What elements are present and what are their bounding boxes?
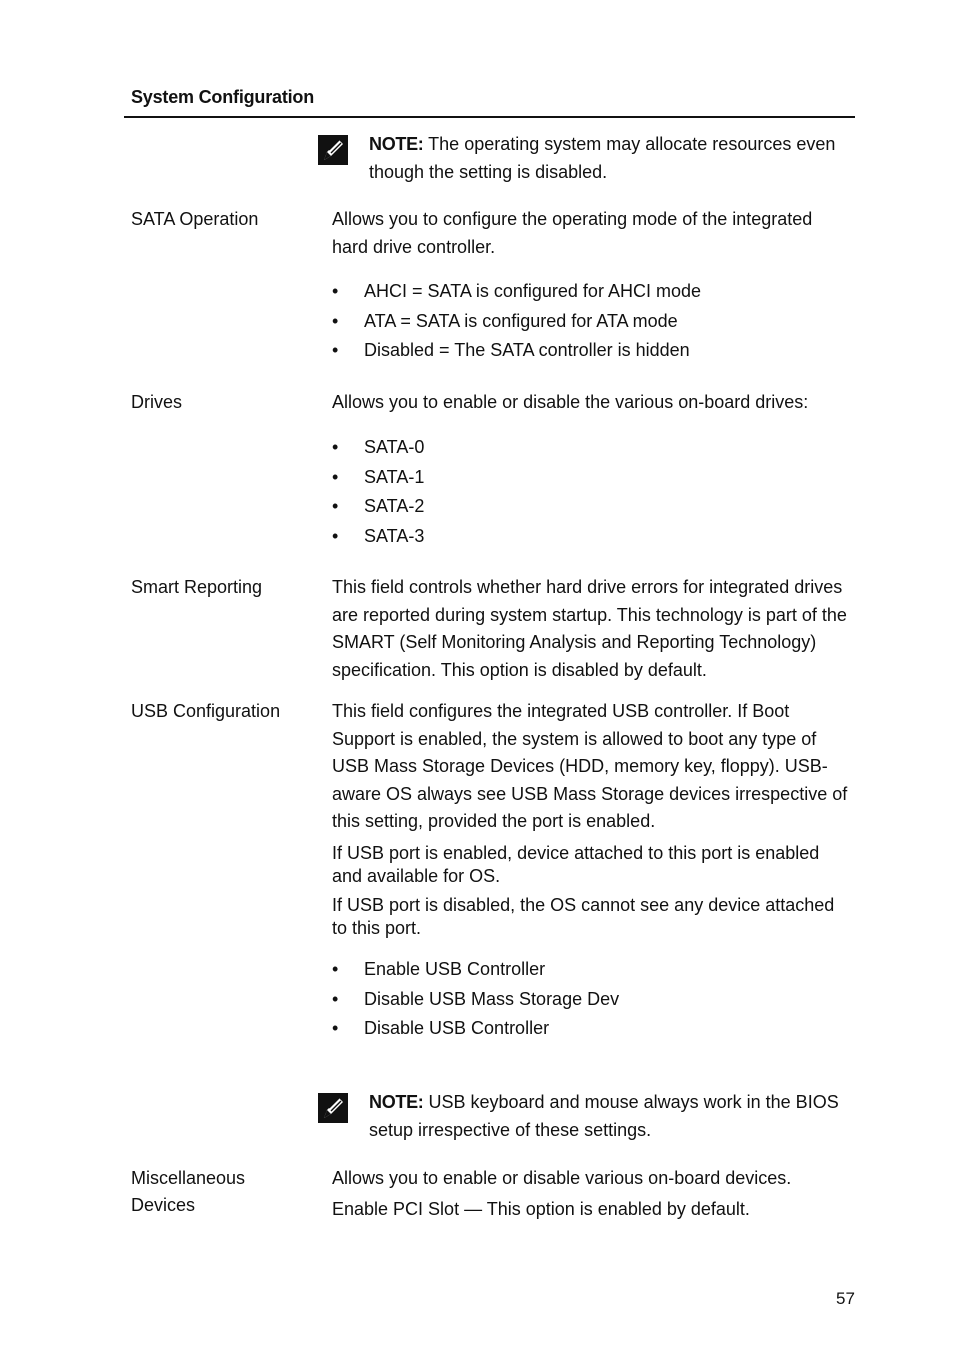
list-item-text: SATA-0 <box>364 437 425 457</box>
miscellaneous-devices-description <box>332 1165 852 1223</box>
pencil-note-icon <box>318 135 348 165</box>
list-item-text: AHCI = SATA is configured for AHCI mode <box>364 281 701 301</box>
miscellaneous-devices-text: Allows you to enable or disable various on-board devices. <box>332 1168 792 1188</box>
bullet: • <box>332 437 339 457</box>
sata-operation-label: SATA Operation <box>131 209 259 229</box>
bullet: • <box>332 959 339 979</box>
bullet: • <box>332 1018 339 1039</box>
list-item-text: SATA-3 <box>364 526 425 547</box>
note-usb-keyboard <box>369 1089 855 1144</box>
list-item <box>332 1014 619 1044</box>
note-label: NOTE: <box>369 134 424 154</box>
list-item-text: Disable USB Mass Storage Dev <box>364 988 620 1009</box>
bullet: • <box>332 340 339 361</box>
sata-operation-text: Allows you to configure the operating mode of the integrated hard drive controller. <box>332 209 813 257</box>
usb-port-disabled-text: If USB port is disabled, the OS cannot see any device attached to this port. <box>332 894 835 938</box>
list-item <box>332 336 701 366</box>
list-item-text: Enable USB Controller <box>364 959 546 979</box>
list-item <box>332 955 619 985</box>
bullet: • <box>332 466 339 487</box>
list-item <box>332 277 701 307</box>
pci-slot-text: Enable PCI Slot — This option is enabled by default. <box>332 1198 750 1219</box>
usb-option-list <box>332 955 619 1044</box>
note-text: USB keyboard and mouse always work in the BIOS setup irrespective of these settings. <box>369 1092 839 1140</box>
note-text: The operating system may allocate resources even though the setting is disabled. <box>369 134 836 182</box>
usb-port-enabled-text: If USB port is enabled, device attached to this port is enabled and available for OS. <box>332 842 820 886</box>
list-item <box>332 433 424 463</box>
drives-description <box>332 389 852 417</box>
drives-list <box>332 433 424 552</box>
bullet: • <box>332 988 339 1009</box>
drives-text: Allows you to enable or disable the various on-board drives: <box>332 392 809 412</box>
usb-configuration-label: USB Configuration <box>131 701 281 721</box>
pencil-note-icon <box>318 1093 348 1123</box>
smart-reporting-text: This field controls whether hard drive errors for integrated drives are reported during system startup. This technology is part of the SMART (Self Monitoring Analysis and Reporting Technology) specification. This option is disabled by default. <box>332 577 847 680</box>
list-item-text: Disable USB Controller <box>364 1018 550 1039</box>
bullet: • <box>332 496 339 517</box>
list-item-text: SATA-1 <box>364 466 425 487</box>
page-header-title: System Configuration <box>131 87 315 107</box>
usb-configuration-description <box>332 698 852 940</box>
usb-configuration-text: This field configures the integrated USB controller. If Boot Support is enabled, the system is allowed to boot any type of USB Mass Storage Devices (HDD, memory key, floppy). USB-aware OS always see USB Mass Storage devices irrespective of this setting, provided the port is enabled. <box>332 701 848 831</box>
bullet: • <box>332 281 339 301</box>
sata-operation-description <box>332 206 852 261</box>
bullet: • <box>332 310 339 331</box>
sata-mode-list <box>332 277 701 366</box>
drives-label: Drives <box>131 392 183 412</box>
list-item <box>332 522 424 552</box>
list-item-text: ATA = SATA is configured for ATA mode <box>364 310 678 331</box>
miscellaneous-devices-label <box>131 1165 281 1219</box>
list-item <box>332 307 701 337</box>
bullet: • <box>332 526 339 547</box>
note-label: NOTE: <box>369 1092 424 1112</box>
list-item <box>332 463 424 493</box>
miscellaneous-devices-label-text: Miscellaneous Devices <box>131 1168 246 1215</box>
list-item-text: Disabled = The SATA controller is hidden <box>364 340 690 361</box>
smart-reporting-label: Smart Reporting <box>131 577 263 597</box>
note-allocate-resources <box>369 131 855 186</box>
page-number: 57 <box>836 1289 855 1308</box>
header-rule <box>124 116 855 118</box>
list-item-text: SATA-2 <box>364 496 425 517</box>
list-item <box>332 985 619 1015</box>
smart-reporting-description <box>332 574 852 684</box>
list-item <box>332 492 424 522</box>
